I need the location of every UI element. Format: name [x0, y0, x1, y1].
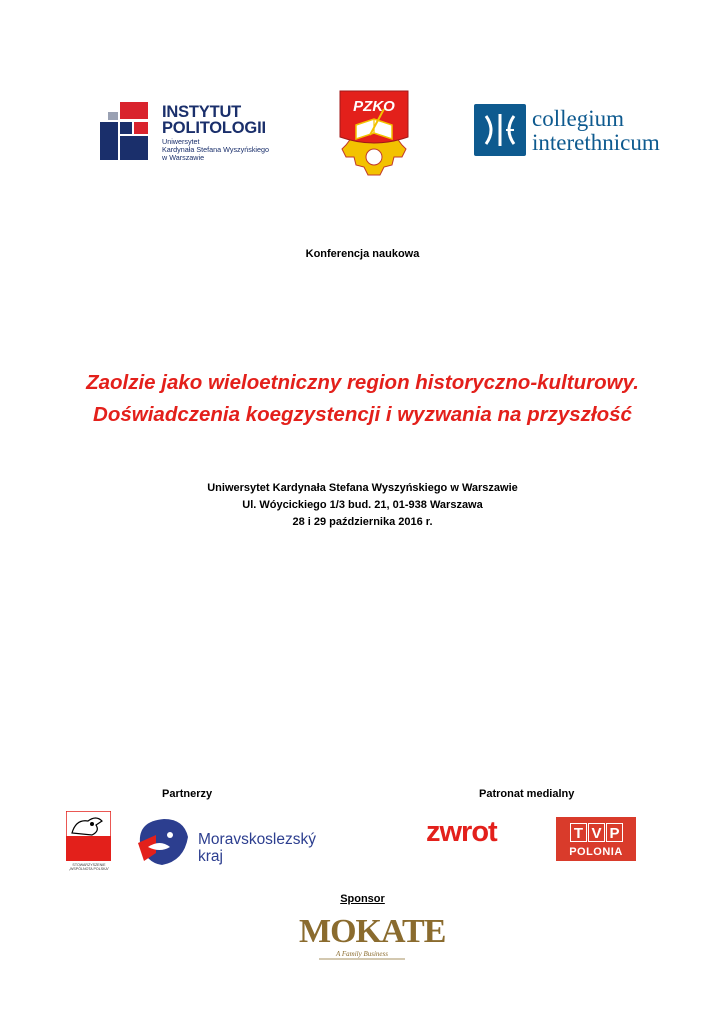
moravskoslezsky-emblem	[134, 813, 194, 871]
moravskoslezsky-kraj-logo	[134, 813, 316, 871]
tvp-letter-v: V	[588, 823, 605, 842]
instytut-title-line2: POLITOLOGII	[162, 119, 266, 137]
sponsor-heading: Sponsor	[340, 893, 385, 905]
instytut-sub-line3: w Warszawie	[162, 153, 205, 162]
mokate-wordmark: MOKATE	[299, 913, 446, 950]
logo-square-red	[120, 102, 148, 119]
venue-date: 28 i 29 października 2016 r.	[292, 516, 433, 528]
instytut-politologii-logo	[100, 100, 290, 166]
wspolnota-caption1: STOWARZYSZENIE	[72, 863, 106, 867]
collegium-line1: collegium	[532, 106, 624, 131]
title-line2: Doświadczenia koegzystencji i wyzwania na przyszłość	[93, 403, 632, 426]
mokate-logo	[299, 912, 446, 966]
venue-line1: Uniwersytet Kardynała Stefana Wyszyńskiego w Warszawie	[207, 482, 518, 494]
instytut-sub-line1: Uniwersytet	[162, 137, 200, 146]
pzko-text: PZKO	[353, 98, 395, 115]
collegium-interethnicum-logo	[474, 104, 689, 156]
title-line1: Zaolzie jako wieloetniczny region historyczno-kulturowy.	[86, 371, 639, 394]
conference-label: Konferencja naukowa	[305, 248, 420, 260]
logo-square-navy	[100, 122, 118, 160]
collegium-mark	[474, 104, 526, 156]
zwrot-logo: zwrot	[426, 816, 497, 848]
moravskoslezsky-line2: kraj	[198, 848, 223, 865]
pzko-emblem	[334, 87, 414, 179]
media-patronage-heading: Patronat medialny	[479, 788, 575, 800]
wspolnota-caption2: „WSPÓLNOTA POLSKA"	[68, 867, 110, 871]
tvp-letter-p: P	[606, 823, 623, 842]
tvp-polonia-text: POLONIA	[569, 846, 623, 858]
logo-square-grey	[108, 112, 118, 120]
mokate-underline	[319, 956, 405, 962]
tvp-polonia-logo	[556, 817, 636, 861]
venue-line2: Ul. Wóycickiego 1/3 bud. 21, 01-938 Warszawa	[242, 499, 483, 511]
tvp-letter-t: T	[570, 823, 587, 842]
pzko-logo	[334, 87, 414, 179]
mokate-tagline: A Family Business	[336, 950, 388, 958]
wspolnota-polska-logo	[66, 811, 111, 873]
logo-square-red	[134, 122, 148, 134]
instytut-title-line1: INSTYTUT	[162, 103, 242, 121]
logo-square-navy	[120, 122, 132, 134]
moravskoslezsky-line1: Moravskoslezský	[198, 831, 316, 848]
wspolnota-emblem	[66, 811, 111, 861]
logo-square-navy	[120, 136, 148, 160]
partners-heading: Partnerzy	[162, 788, 213, 800]
instytut-sub-line2: Kardynała Stefana Wyszyńskiego	[162, 145, 270, 154]
collegium-line2: interethnicum	[532, 130, 660, 155]
